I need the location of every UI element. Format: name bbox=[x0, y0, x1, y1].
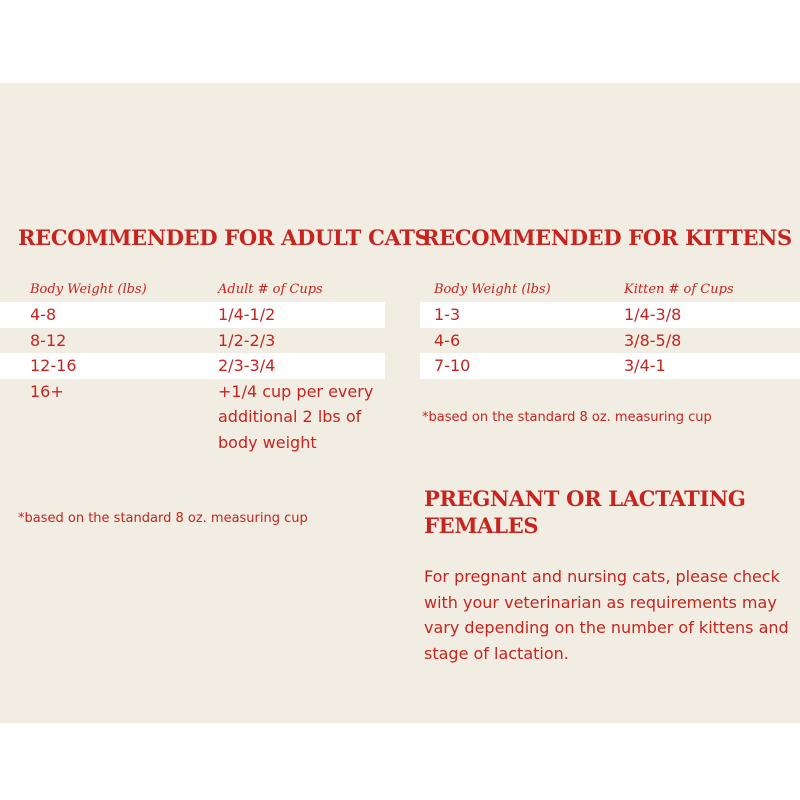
table-row bbox=[420, 353, 800, 379]
table-row bbox=[0, 379, 385, 481]
table-row bbox=[420, 328, 800, 354]
table-row bbox=[420, 302, 800, 328]
pregnant-heading: PREGNANT OR LACTATING FEMALES bbox=[424, 486, 746, 538]
cups-cell: 1/4-1/2 bbox=[218, 305, 276, 324]
weight-cell: 7-10 bbox=[434, 356, 471, 375]
kitten-weight-header: Body Weight (lbs) bbox=[434, 282, 551, 297]
cups-cell: 3/4-1 bbox=[624, 356, 666, 375]
cups-cell: 3/8-5/8 bbox=[624, 330, 682, 350]
weight-cell: 1-3 bbox=[434, 305, 461, 324]
table-row bbox=[0, 353, 385, 379]
weight-cell: 8-12 bbox=[30, 330, 67, 350]
weight-cell: 4-6 bbox=[434, 330, 461, 350]
table-row bbox=[0, 328, 385, 354]
adult-feeding-table bbox=[0, 302, 385, 481]
adult-heading: RECOMMENDED FOR ADULT CATS bbox=[18, 225, 430, 250]
weight-cell: 16+ bbox=[30, 381, 64, 401]
cups-cell: 2/3-3/4 bbox=[218, 356, 276, 375]
kitten-cups-header: Kitten # of Cups bbox=[624, 282, 734, 297]
pregnant-text: For pregnant and nursing cats, please check with your veterinarian as requirements may vary depending on the number of kittens and stage of lactation. bbox=[424, 567, 789, 663]
weight-cell: 12-16 bbox=[30, 356, 77, 375]
adult-cups-header: Adult # of Cups bbox=[218, 282, 323, 297]
cups-cell: 1/4-3/8 bbox=[624, 305, 682, 324]
kitten-heading: RECOMMENDED FOR KITTENS bbox=[422, 225, 792, 250]
adult-weight-header: Body Weight (lbs) bbox=[30, 282, 147, 297]
weight-cell: 4-8 bbox=[30, 305, 57, 324]
adult-footnote: *based on the standard 8 oz. measuring cup bbox=[18, 511, 308, 526]
table-row bbox=[0, 302, 385, 328]
feeding-guide-panel bbox=[0, 83, 800, 723]
kitten-footnote: *based on the standard 8 oz. measuring cup bbox=[422, 410, 712, 425]
kitten-feeding-table bbox=[420, 302, 800, 379]
cups-cell: 1/2-2/3 bbox=[218, 330, 276, 350]
cups-cell: +1/4 cup per every additional 2 lbs of body weight bbox=[218, 381, 374, 452]
